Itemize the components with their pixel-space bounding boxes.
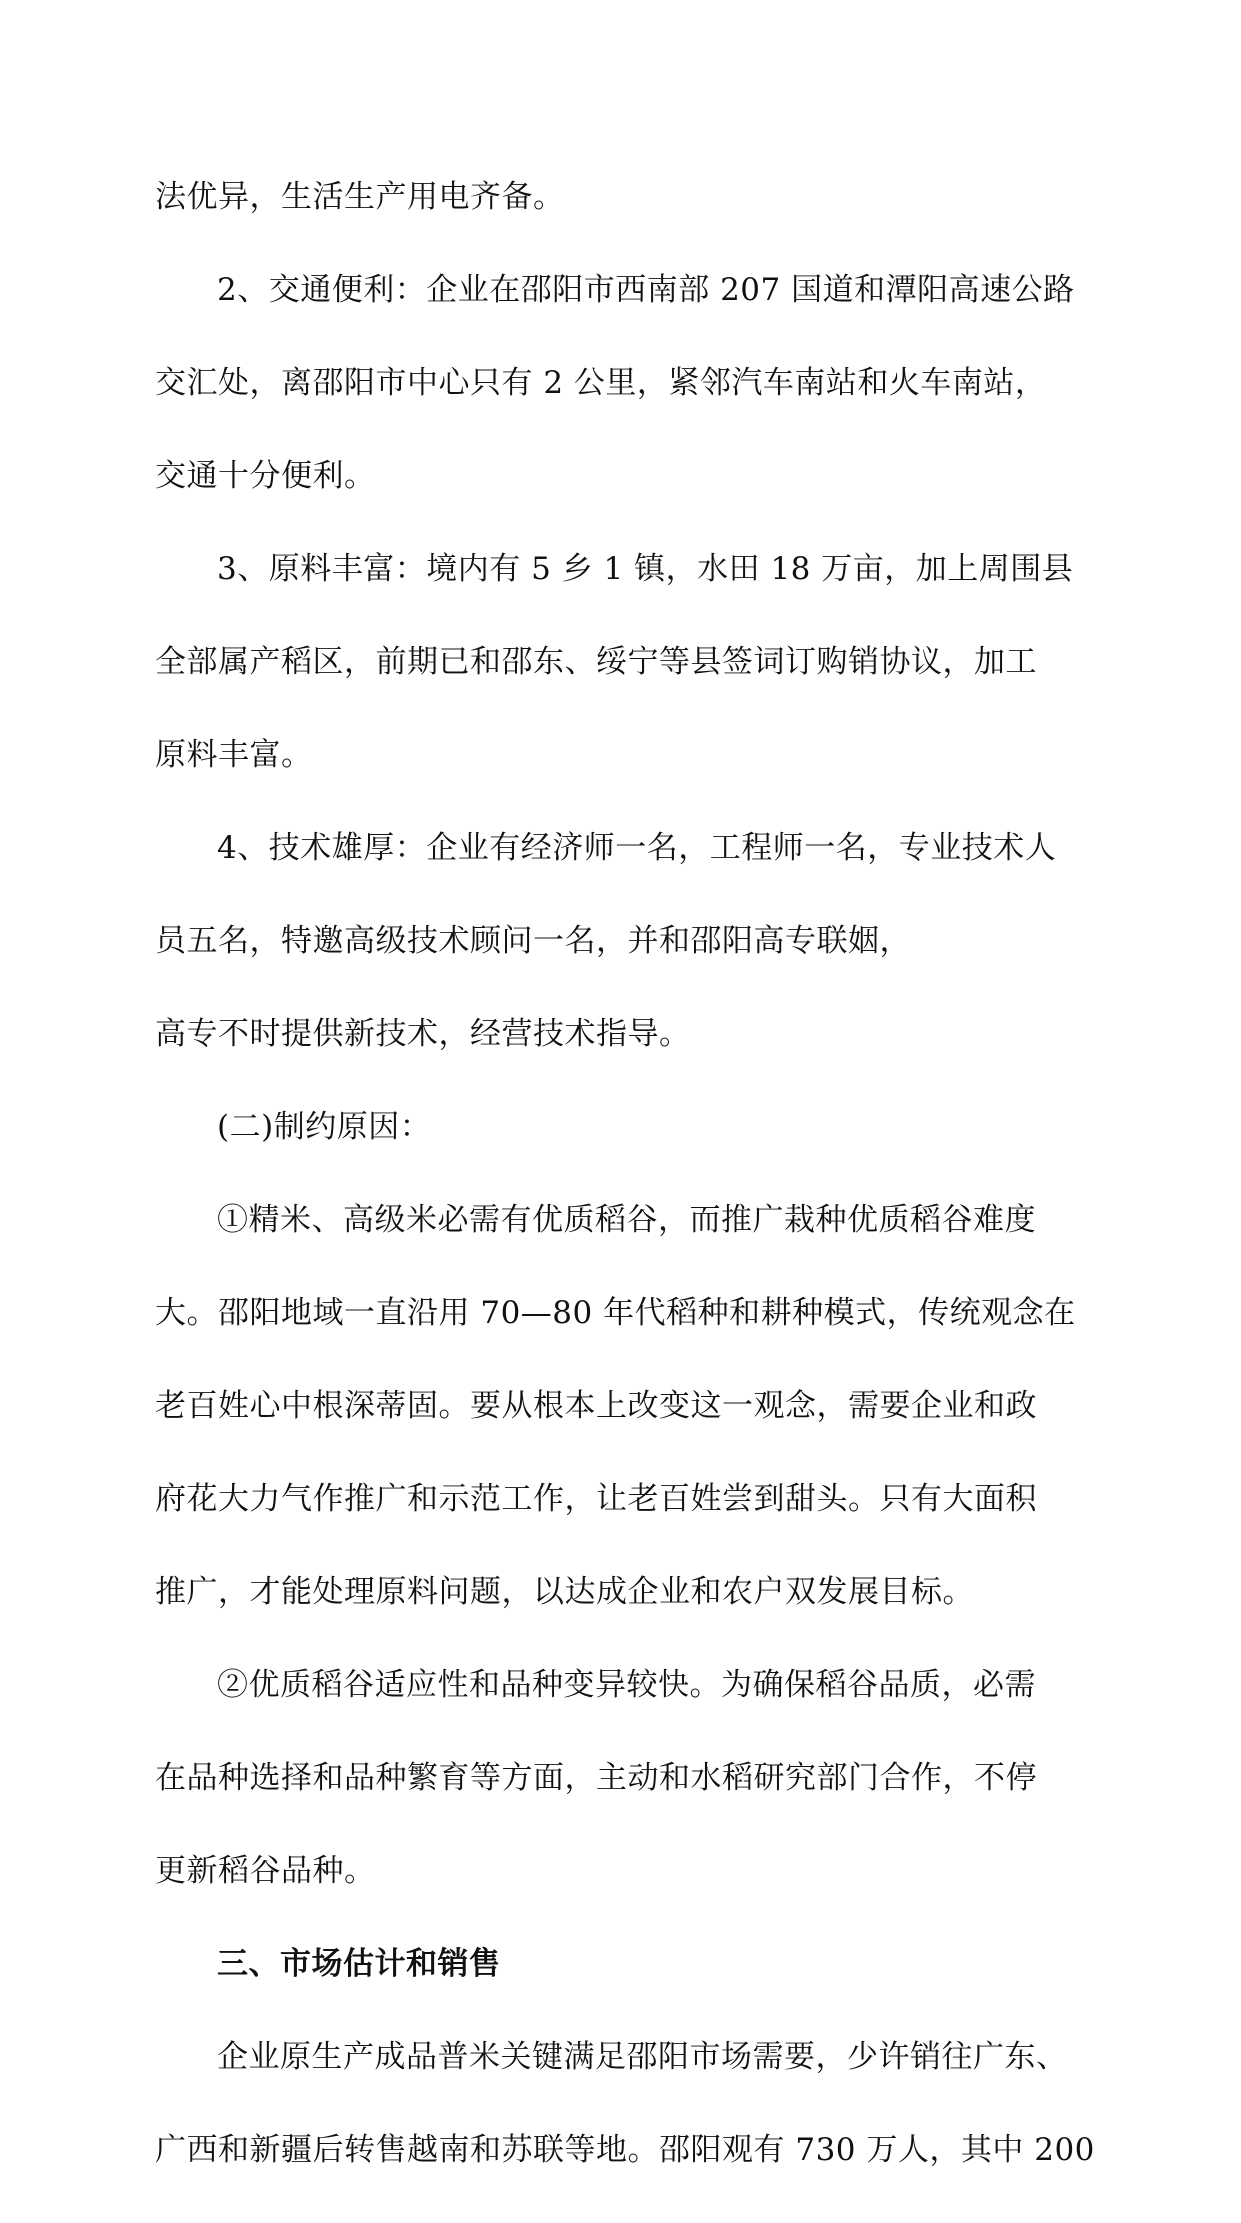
text-line: ②优质稻谷适应性和品种变异较快。为确保稻谷品质，必需 xyxy=(217,1667,1036,1703)
text-line: 全部属产稻区，前期已和邵东、绥宁等县签词订购销协议，加工 xyxy=(155,644,1037,680)
text-line: 3、原料丰富：境内有 5 乡 1 镇，水田 18 万亩，加上周围县 xyxy=(217,551,1074,587)
text-line: 推广，才能处理原料问题，以达成企业和农户双发展目标。 xyxy=(155,1574,974,1610)
text-line: 在品种选择和品种繁育等方面，主动和水稻研究部门合作，不停 xyxy=(155,1760,1037,1796)
text-line: 员五名，特邀高级技术顾问一名，并和邵阳高专联姻， xyxy=(155,923,911,959)
text-line: 更新稻谷品种。 xyxy=(155,1853,376,1889)
text-line: 大。邵阳地域一直沿用 70—80 年代稻种和耕种模式，传统观念在 xyxy=(155,1295,1076,1331)
text-line: 2、交通便利：企业在邵阳市西南部 207 国道和潭阳高速公路 xyxy=(217,272,1075,308)
text-line: ①精米、高级米必需有优质稻谷，而推广栽种优质稻谷难度 xyxy=(217,1202,1036,1238)
text-line: 原料丰富。 xyxy=(155,737,313,773)
text-line: 广西和新疆后转售越南和苏联等地。邵阳观有 730 万人，其中 200 xyxy=(155,2132,1095,2168)
text-line: 老百姓心中根深蒂固。要从根本上改变这一观念，需要企业和政 xyxy=(155,1388,1037,1424)
text-line: 法优异，生活生产用电齐备。 xyxy=(155,179,565,215)
text-line: 企业原生产成品普米关键满足邵阳市场需要，少许销往广东、 xyxy=(217,2039,1068,2075)
text-line: 交通十分便利。 xyxy=(155,458,376,494)
text-line: 府花大力气作推广和示范工作，让老百姓尝到甜头。只有大面积 xyxy=(155,1481,1037,1517)
text-line: 交汇处，离邵阳市中心只有 2 公里，紧邻汽车南站和火车南站， xyxy=(155,365,1047,401)
text-line: 4、技术雄厚：企业有经济师一名，工程师一名，专业技术人 xyxy=(217,830,1057,866)
text-line: 高专不时提供新技术，经营技术指导。 xyxy=(155,1016,691,1052)
section-heading: 三、市场估计和销售 xyxy=(217,1946,501,1982)
document-body xyxy=(155,177,1095,2223)
subsection-heading: (二)制约原因： xyxy=(217,1109,432,1145)
